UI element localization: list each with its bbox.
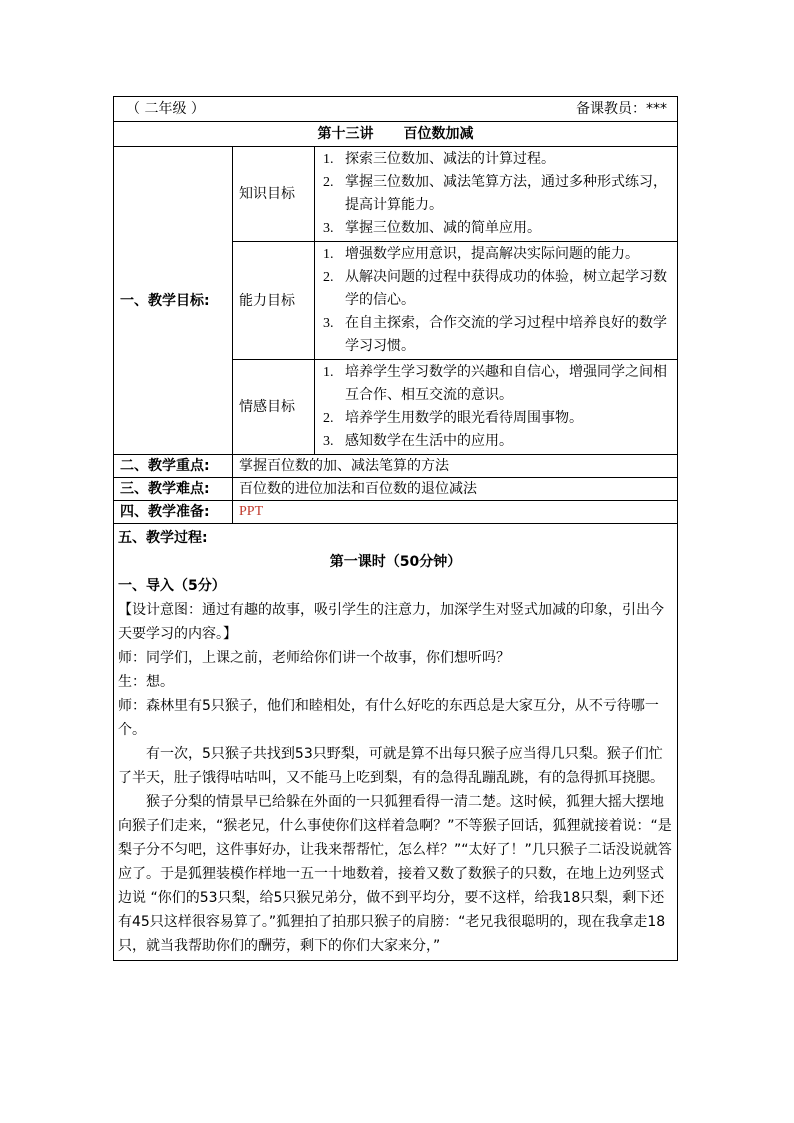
ability-goal-label: 能力目标 [233,242,315,360]
ability-goal-list [315,242,678,360]
list-item: 在自主探索，合作交流的学习过程中培养良好的数学学习习惯。 [345,315,667,354]
list-item: 增强数学应用意识，提高解决实际问题的能力。 [345,246,639,262]
difficulty-label: 三、教学难点: [114,478,233,501]
list-item: 掌握三位数加、减法笔算方法，通过多种形式练习，提高计算能力。 [345,174,667,213]
teacher-label: 备课教员：*** [576,101,668,117]
dialogue-line: 生：想。 [118,674,174,690]
preparation-row [114,501,678,524]
key-point-row [114,455,678,478]
story-paragraph: 有一次，5只猴子共找到53只野梨，可就是算不出每只猴子应当得几只梨。猴子们忙了半天，肚子饿得咕咕叫，又不能马上吃到梨，有的急得乱蹦乱跳，有的急得抓耳挠腮。 [118,746,664,786]
lesson-topic: 百位数加减 [403,126,474,142]
difficulty-value: 百位数的进位加法和百位数的退位减法 [233,478,678,501]
preparation-value: PPT [233,501,678,524]
key-point-value: 掌握百位数的加、减法笔算的方法 [233,455,678,478]
lesson-number: 第十三讲 [317,126,374,142]
process-label: 五、教学过程: [118,530,208,546]
lesson-title [114,122,678,147]
lesson-plan-table [113,96,678,961]
preparation-label: 四、教学准备: [114,501,233,524]
knowledge-goal-label: 知识目标 [233,147,315,242]
design-intent-text: 【设计意图：通过有趣的故事，吸引学生的注意力，加深学生对竖式加减的印象，引出今天要学习的内容。】 [118,602,664,642]
key-point-label: 二、教学重点: [114,455,233,478]
list-item: 掌握三位数加、减的简单应用。 [345,220,541,236]
section-heading: 一、导入（5分） [118,578,226,594]
list-item: 培养学生学习数学的兴趣和自信心，增强同学之间相互合作、相互交流的意识。 [345,364,667,403]
header-cell [114,97,678,122]
header-row [114,97,678,122]
knowledge-goal-list [315,147,678,242]
title-row [114,122,678,147]
dialogue-line: 师：同学们，上课之前，老师给你们讲一个故事，你们想听吗？ [118,650,510,666]
list-item: 感知数学在生活中的应用。 [345,433,513,449]
process-cell [114,524,678,961]
session-heading: 第一课时（50分钟） [329,554,462,570]
list-item: 培养学生用数学的眼光看待周围事物。 [345,410,583,426]
process-row [114,524,678,961]
design-intent [118,598,673,646]
objective-row-knowledge [114,147,678,242]
emotion-goal-label: 情感目标 [233,360,315,455]
objectives-label: 一、教学目标: [114,147,233,455]
list-item: 从解决问题的过程中获得成功的体验，树立起学习数学的信心。 [345,269,667,308]
list-item: 探索三位数加、减法的计算过程。 [345,151,555,167]
difficulty-row [114,478,678,501]
dialogue-line: 师：森林里有5只猴子，他们和睦相处，有什么好吃的东西总是大家互分，从不亏待哪一个。 [118,698,659,738]
emotion-goal-list [315,360,678,455]
story-paragraph: 猴子分梨的情景早已给躲在外面的一只狐狸看得一清二楚。这时候，狐狸大摇大摆地向猴子们走来，“猴老兄，什么事使你们这样着急啊？”不等猴子回话，狐狸就接着说：“是梨子分不匀吧，这件事好办，让我来帮帮忙，怎么样？”“太好了！”几只猴子二话没说就答应了。于是狐狸装模作样地一五一十地数着，接着又数了数猴子的只数，在地上边列竖式边说 “你们的53只梨，给5只猴兄弟分，做不到平均分，要不这样，给我18只梨，剩下还有45只这样很容易算了。”狐狸拍了拍那只猴子的肩膀：“老兄我很聪明的，现在我拿走18只，就当我帮助你们的酬劳，剩下的你们大家来分，” [118,794,672,954]
grade-label: （ 二年级 ） [126,101,205,117]
